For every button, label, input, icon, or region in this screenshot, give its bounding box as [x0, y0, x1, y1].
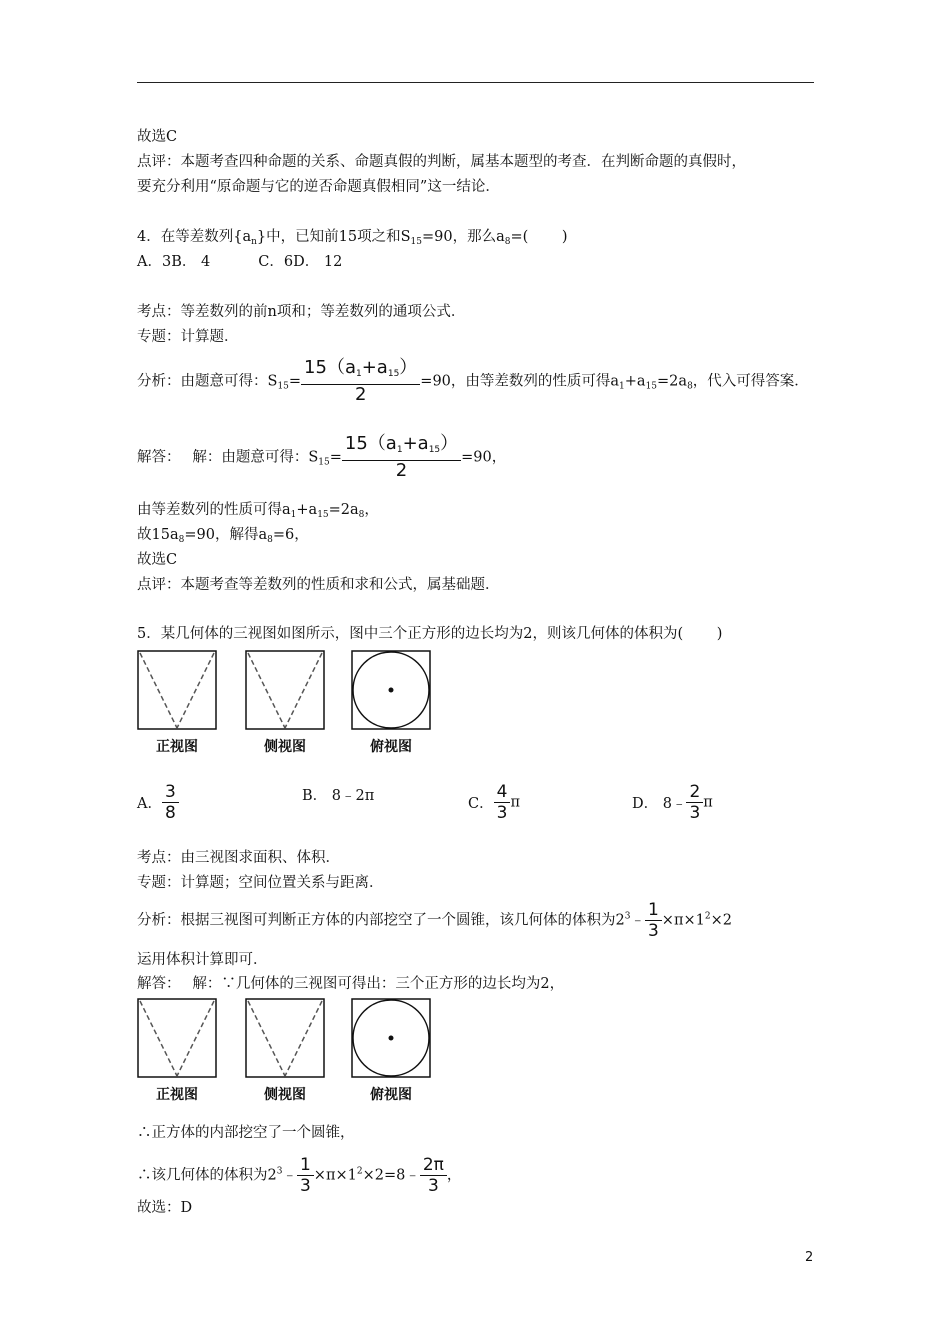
- option-b: B． 8﹣2π: [302, 788, 375, 804]
- q4-line-property: 由等差数列的性质可得$a_1+a_{15}=2a_8$，: [137, 502, 379, 520]
- q5-analysis: 分析：根据三视图可判断正方体的内部挖空了一个圆锥，该几何体的体积为$2^3﹣$ $\frac{1}{3}$ $\times\pi\times 1^2\times 2$: [137, 900, 732, 941]
- q4-analysis: 分析：由题意可得：$S_{15}=$ $\frac{15(a_1+a_{15})}{2}$ =90，由等差数列的性质可得$a_1+a_{15}=2a_8$，代入可得答案．: [137, 357, 809, 405]
- side-view-label: 侧视图: [264, 739, 306, 755]
- option-d: D． 8﹣ $\frac{2}{3}$ π: [632, 782, 713, 823]
- top-view: [351, 650, 431, 756]
- side-view-2: [245, 998, 325, 1104]
- option-c: C． $\frac{4}{3}$ π: [468, 782, 520, 823]
- option-a-fraction: $\frac{3}{8}$: [162, 782, 179, 823]
- top-view-2: [351, 998, 431, 1104]
- q5-solution: 解答： 解：∵几何体的三视图可得出：三个正方形的边长均为2，: [137, 976, 565, 992]
- q4-solution-fraction: $\frac{15(a_1+a_{15})}{2}$: [342, 434, 461, 481]
- top-view-label-2: 俯视图: [370, 1087, 412, 1103]
- q5-options: [0, 774, 950, 824]
- option-d-fraction: $\frac{2}{3}$: [686, 782, 703, 823]
- option-c-fraction: $\frac{4}{3}$: [494, 782, 511, 823]
- page-number: 2: [805, 1250, 814, 1265]
- answer-line: 故选C: [137, 129, 178, 145]
- option-a: A． $\frac{3}{8}$: [137, 782, 179, 823]
- q4-zhuanti: 专题：计算题．: [137, 329, 239, 345]
- q5-therefore-2: ∴该几何体的体积为$2^3﹣$ $\frac{1}{3}$ $\times\pi\times 1^2\times 2=8﹣$ $\frac{2\pi}{3}$ ，: [137, 1155, 462, 1196]
- q4-line-solve: 故$15a_8=90$，解得$a_8=6$，: [137, 527, 309, 545]
- q5-kaodian: 考点：由三视图求面积、体积．: [137, 850, 340, 866]
- header-rule: [137, 82, 814, 83]
- q5-yunyong: 运用体积计算即可．: [137, 952, 268, 968]
- front-view-label-2: 正视图: [156, 1087, 198, 1103]
- comment-line: 点评：本题考查四种命题的关系、命题真假的判断，属基本题型的考查．在判断命题的真假时，: [137, 154, 746, 170]
- side-view: [245, 650, 325, 756]
- q4-kaodian: 考点：等差数列的前n项和；等差数列的通项公式．: [137, 304, 466, 320]
- q4-solution: 解答： 解：由题意可得：$S_{15}=$ $\frac{15(a_1+a_{15})}{2}$ =90，: [137, 433, 507, 481]
- side-view-label-2: 侧视图: [264, 1087, 306, 1103]
- side-view-drawing: [245, 650, 325, 730]
- top-view-label: 俯视图: [370, 739, 412, 755]
- front-view: [137, 650, 217, 756]
- q5-answer: 故选：D: [137, 1200, 193, 1216]
- q4-options: A．3B． 4 C．6D． 12: [137, 254, 343, 270]
- front-view-drawing-2: [137, 998, 217, 1078]
- front-view-drawing: [137, 650, 217, 730]
- q4-stem: 4．在等差数列$\{a_n\}$中，已知前15项之和$S_{15}=90$，那么$a_8=$( ): [137, 229, 568, 247]
- q5-zhuanti: 专题：计算题；空间位置关系与距离．: [137, 875, 384, 891]
- front-view-label: 正视图: [156, 739, 198, 755]
- q5-stem: 5．某几何体的三视图如图所示，图中三个正方形的边长均为2，则该几何体的体积为( ): [137, 626, 723, 642]
- front-view-2: [137, 998, 217, 1104]
- q4-fraction: $\frac{15(a_1+a_{15})}{2}$: [301, 358, 420, 405]
- top-view-drawing: [351, 650, 431, 730]
- side-view-drawing-2: [245, 998, 325, 1078]
- top-view-drawing-2: [351, 998, 431, 1078]
- q5-therefore-fraction-2: $\frac{2\pi}{3}$: [420, 1155, 447, 1196]
- q5-therefore-1: ∴正方体的内部挖空了一个圆锥，: [137, 1125, 355, 1141]
- comment-line-2: 要充分利用“原命题与它的逆否命题真假相同”这一结论．: [137, 179, 500, 195]
- q4-comment: 点评：本题考查等差数列的性质和求和公式，属基础题．: [137, 577, 500, 593]
- q5-analysis-fraction: $\frac{1}{3}$: [645, 900, 662, 941]
- q4-answer: 故选C: [137, 552, 178, 568]
- q5-therefore-fraction-1: $\frac{1}{3}$: [297, 1155, 314, 1196]
